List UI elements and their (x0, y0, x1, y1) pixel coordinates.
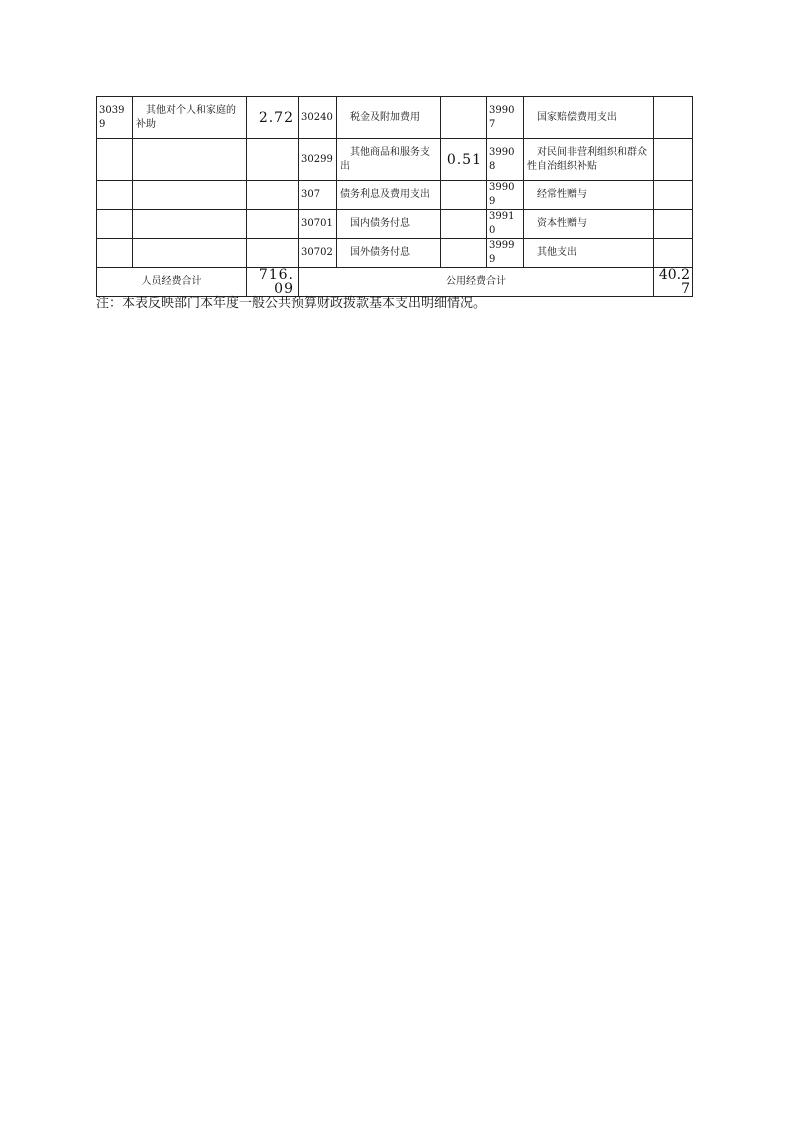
code-cell: 30240 (299, 97, 337, 139)
table-row (97, 97, 693, 139)
code-cell: 39907 (487, 97, 524, 139)
item-name-cell: 国家赔偿费用支出 (524, 97, 654, 139)
code-cell (97, 239, 133, 268)
code-cell: 30299 (299, 139, 337, 181)
amount-cell (654, 139, 693, 181)
item-name-cell (133, 139, 247, 181)
item-name-cell: 税金及附加费用 (337, 97, 441, 139)
item-name-cell (133, 181, 247, 210)
table-row (97, 139, 693, 181)
table-row (97, 181, 693, 210)
amount-cell (654, 181, 693, 210)
amount-cell (441, 239, 487, 268)
item-name-cell: 其他商品和服务支出 (337, 139, 441, 181)
amount-cell (247, 181, 299, 210)
code-cell: 39910 (487, 210, 524, 239)
item-name-cell: 其他支出 (524, 239, 654, 268)
amount-cell (441, 97, 487, 139)
amount-cell (654, 210, 693, 239)
item-name-cell (133, 239, 247, 268)
personnel-total-value: 716.09 (247, 268, 299, 297)
amount-cell (247, 210, 299, 239)
amount-cell (247, 239, 299, 268)
amount-cell (441, 210, 487, 239)
code-cell (97, 210, 133, 239)
item-name-cell: 其他对个人和家庭的补助 (133, 97, 247, 139)
item-name-cell: 债务利息及费用支出 (337, 181, 441, 210)
personnel-total-label: 人员经费合计 (97, 268, 247, 297)
code-cell: 30399 (97, 97, 133, 139)
public-total-value: 40.27 (654, 268, 693, 297)
amount-cell (441, 181, 487, 210)
code-cell: 307 (299, 181, 337, 210)
item-name-cell: 资本性赠与 (524, 210, 654, 239)
public-total-label: 公用经费合计 (299, 268, 654, 297)
table-footnote: 注：本表反映部门本年度一般公共预算财政拨款基本支出明细情况。 (96, 296, 487, 311)
item-name-cell: 经常性赠与 (524, 181, 654, 210)
amount-cell (654, 239, 693, 268)
code-cell: 39908 (487, 139, 524, 181)
item-name-cell: 国外债务付息 (337, 239, 441, 268)
amount-cell (654, 97, 693, 139)
amount-cell: 0.51 (441, 139, 487, 181)
table-row (97, 210, 693, 239)
item-name-cell: 对民间非营利组织和群众性自治组织补贴 (524, 139, 654, 181)
code-cell (97, 139, 133, 181)
code-cell (97, 181, 133, 210)
code-cell: 30701 (299, 210, 337, 239)
table-row (97, 239, 693, 268)
item-name-cell: 国内债务付息 (337, 210, 441, 239)
amount-cell (247, 139, 299, 181)
code-cell: 39999 (487, 239, 524, 268)
code-cell: 30702 (299, 239, 337, 268)
item-name-cell (133, 210, 247, 239)
amount-cell: 2.72 (247, 97, 299, 139)
code-cell: 39909 (487, 181, 524, 210)
expenditure-table (96, 96, 693, 297)
